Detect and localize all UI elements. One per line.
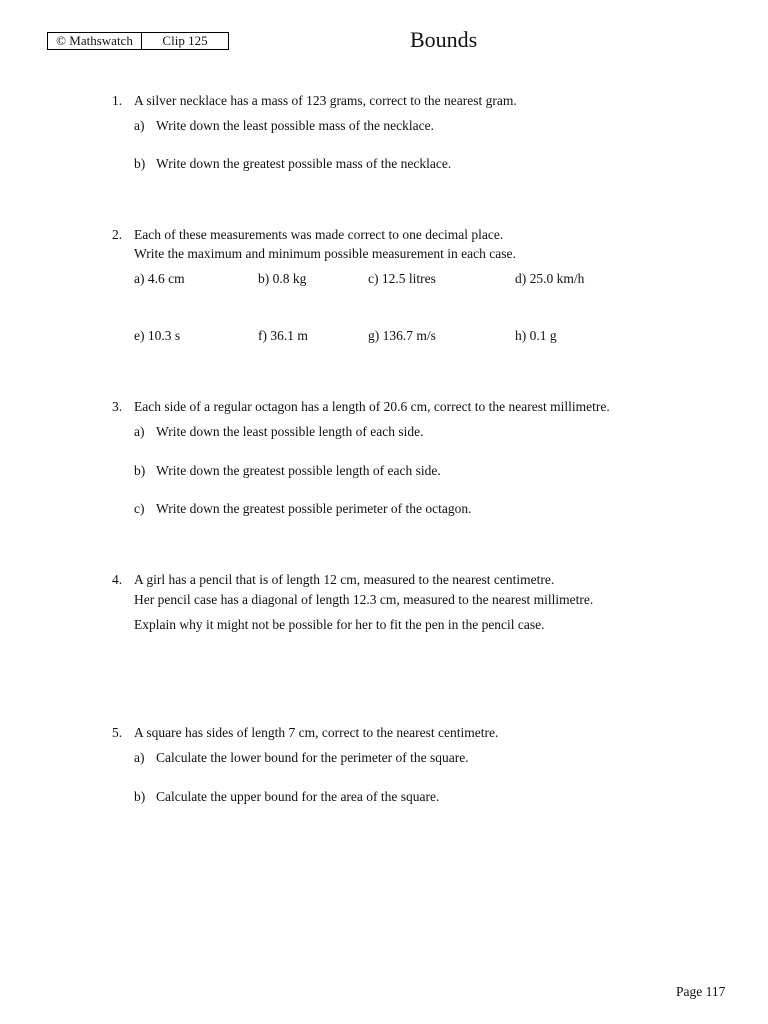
question-5-number: 5. xyxy=(112,725,123,740)
question-2-text-line1: Each of these measurements was made correct to one decimal place. xyxy=(134,227,504,242)
question-3a-text: Write down the least possible length of each side. xyxy=(156,424,424,439)
copyright-label: © Mathswatch xyxy=(48,33,142,49)
question-1b-text: Write down the greatest possible mass of the necklace. xyxy=(156,156,452,171)
question-3b-text: Write down the greatest possible length of each side. xyxy=(156,463,441,478)
question-3c-text: Write down the greatest possible perimeter of the octagon. xyxy=(156,501,472,516)
question-5-text: A square has sides of length 7 cm, correct to the nearest centimetre. xyxy=(134,725,499,740)
question-2-number: 2. xyxy=(112,227,123,242)
measurement-g: g) 136.7 m/s xyxy=(368,328,436,343)
question-4-text-line1: A girl has a pencil that is of length 12 cm, measured to the nearest centimetre. xyxy=(134,572,555,587)
measurement-h: h) 0.1 g xyxy=(515,328,557,343)
question-3a-label: a) xyxy=(134,424,145,439)
page-number: Page 117 xyxy=(676,984,726,999)
question-1b-label: b) xyxy=(134,156,146,171)
question-5b-label: b) xyxy=(134,789,146,804)
question-5b-text: Calculate the upper bound for the area of the square. xyxy=(156,789,440,804)
question-4-text-line2: Her pencil case has a diagonal of length 12.3 cm, measured to the nearest millimetre. xyxy=(134,592,594,607)
question-4-number: 4. xyxy=(112,572,123,587)
measurement-d: d) 25.0 km/h xyxy=(515,271,585,286)
question-3-number: 3. xyxy=(112,399,123,414)
question-3b-label: b) xyxy=(134,463,146,478)
measurement-b: b) 0.8 kg xyxy=(258,271,307,286)
question-5a-label: a) xyxy=(134,750,145,765)
page-title: Bounds xyxy=(410,27,478,52)
clip-number: Clip 125 xyxy=(162,33,208,48)
question-1a-label: a) xyxy=(134,118,145,133)
measurement-e: e) 10.3 s xyxy=(134,328,181,343)
question-1-text: A silver necklace has a mass of 123 grams, correct to the nearest gram. xyxy=(134,93,517,108)
clip-header-box xyxy=(47,32,229,50)
question-2-text-line2: Write the maximum and minimum possible measurement in each case. xyxy=(134,246,516,261)
question-1a-text: Write down the least possible mass of the necklace. xyxy=(156,118,434,133)
question-3c-label: c) xyxy=(134,501,145,516)
measurement-c: c) 12.5 litres xyxy=(368,271,436,286)
question-4-text-line3: Explain why it might not be possible for her to fit the pen in the pencil case. xyxy=(134,617,545,632)
measurement-f: f) 36.1 m xyxy=(258,328,308,343)
question-1-number: 1. xyxy=(112,93,123,108)
measurement-a: a) 4.6 cm xyxy=(134,271,185,286)
question-5a-text: Calculate the lower bound for the perimeter of the square. xyxy=(156,750,469,765)
question-3-text: Each side of a regular octagon has a length of 20.6 cm, correct to the nearest millimetre. xyxy=(134,399,610,414)
